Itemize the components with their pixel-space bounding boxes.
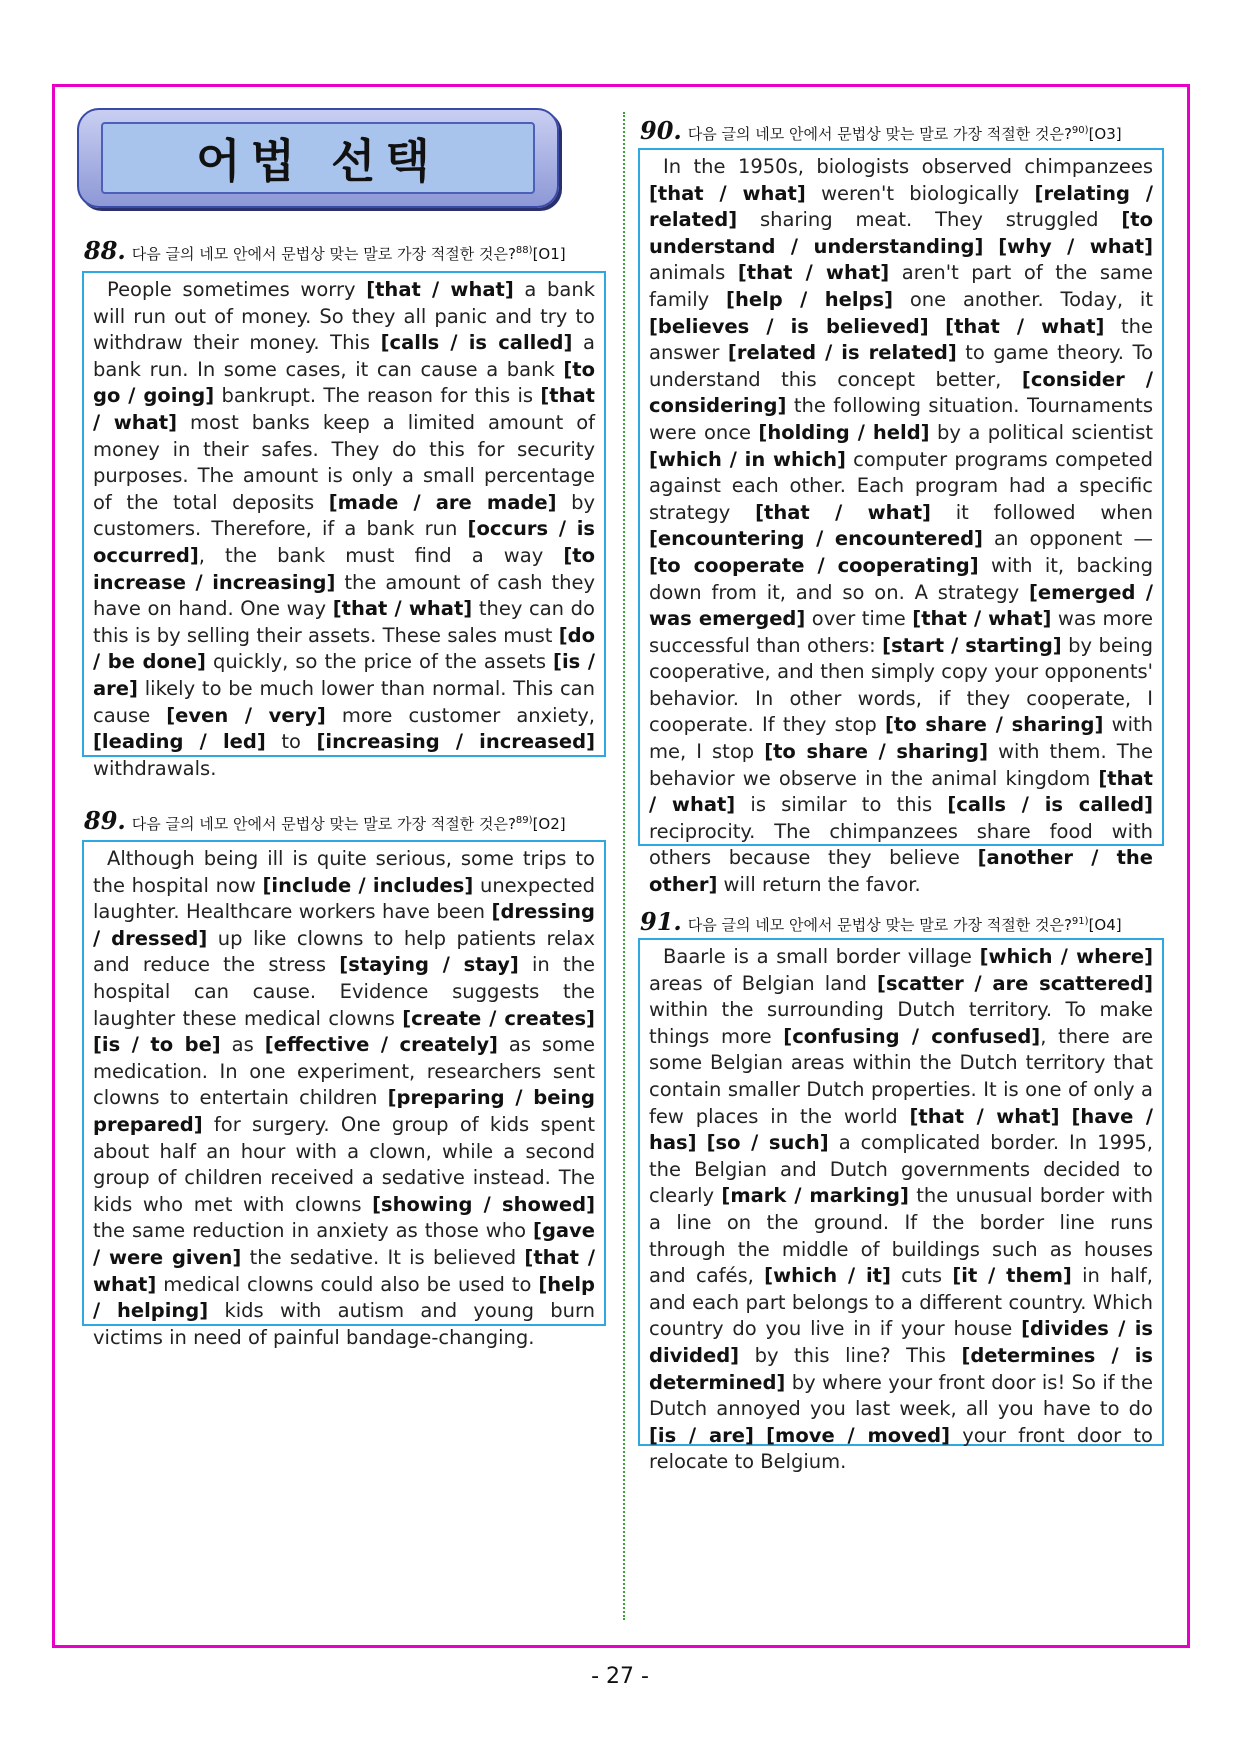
grammar-choice: [occurs / is occurred] (93, 517, 595, 567)
grammar-choice: [divides / is divided] (649, 1317, 1153, 1367)
grammar-choice: [to cooperate / cooperating] (649, 553, 979, 577)
question-code: [O1] (532, 245, 566, 263)
grammar-choice: [preparing / being prepared] (93, 1086, 595, 1136)
grammar-choice: [effective / creately] (264, 1033, 498, 1057)
grammar-choice: [that / what] (649, 181, 806, 205)
question-prompt: 다음 글의 네모 안에서 문법상 맞는 말로 가장 적절한 것은? (131, 815, 516, 833)
passage-segment: the sedative. It is believed (241, 1245, 525, 1269)
passage-segment: the answer (649, 314, 1153, 365)
grammar-choice: [confusing / confused] (783, 1024, 1041, 1048)
passage-segment: kids with autism and young burn victims in need of painful bandage-changing. (93, 1299, 596, 1349)
passage-segment: weren't biologically (805, 181, 1035, 205)
question-box-88 (82, 271, 606, 780)
grammar-choice: [which / it] (764, 1264, 891, 1288)
grammar-choice: [that / what] (909, 1104, 1060, 1128)
passage-segment (697, 1131, 707, 1154)
grammar-choice: [holding / held] (758, 420, 930, 444)
passage-segment: was more successful than others: (649, 607, 1153, 657)
passage-segment: reciprocity. The chimpanzees share food with others because they believe (649, 819, 1153, 870)
passage-segment: likely to be much lower than normal. This can cause (93, 676, 595, 727)
grammar-choice: [create / creates] (402, 1006, 595, 1030)
passage-segment: medical clowns could also be used to (156, 1272, 539, 1296)
question-number: 90. (640, 116, 682, 145)
passage-segment: by a political scientist (929, 420, 1153, 444)
grammar-choice: [another / the other] (649, 846, 1153, 897)
passage-segment: animals (649, 261, 738, 285)
grammar-choice: [to share / sharing] (764, 740, 989, 764)
grammar-choice: [staying / stay] (339, 953, 519, 977)
column-divider (623, 112, 625, 1620)
grammar-choice: [emerged / was emerged] (649, 580, 1154, 631)
grammar-choice: [that / what] (332, 597, 473, 621)
passage-text (649, 945, 1153, 1473)
grammar-choice: [that / what] (93, 384, 595, 434)
question-box-90 (638, 148, 1164, 897)
question-prompt: 다음 글의 네모 안에서 문법상 맞는 말로 가장 적절한 것은? (687, 916, 1072, 934)
grammar-choice: [start / starting] (882, 633, 1062, 657)
passage-segment: up like clowns to help patients relax and reduce the stress (93, 926, 595, 977)
question-prompt: 다음 글의 네모 안에서 문법상 맞는 말로 가장 적절한 것은? (131, 245, 516, 263)
grammar-choice: [scatter / are scattered] (877, 971, 1153, 995)
grammar-choice: [to share / sharing] (884, 713, 1104, 737)
grammar-choice: [calls / is called] (380, 331, 573, 355)
grammar-choice: [encountering / encountered] (649, 527, 983, 551)
passage-segment: most banks keep a limited amount of money in their safes. They do this for security purposes. The amount is only a small percentage of the total deposits (93, 410, 596, 514)
grammar-choice: [that / what] (912, 607, 1052, 631)
passage-segment: withdrawals. (93, 756, 217, 780)
passage-segment: they can do this is by selling their assets. These sales must (93, 597, 595, 647)
grammar-choice: [which / where] (979, 945, 1153, 968)
passage-segment: with it, backing down from it, and so on. A strategy (649, 553, 1153, 604)
footnote-marker: 91) (1071, 916, 1089, 927)
passage-segment: a bank will run out of money. So they all panic and try to withdraw their money. This (93, 278, 595, 355)
passage-segment: bankrupt. The reason for this is (214, 384, 541, 408)
question-header-89 (84, 806, 566, 835)
passage-text (649, 155, 1153, 896)
grammar-choice: [gave / were given] (93, 1219, 595, 1269)
grammar-choice: [believes / is believed] (649, 314, 929, 338)
passage-segment: , there are some Belgian areas within the Dutch territory that contain smaller Dutch properties. It is one of only a few places in the world (649, 1024, 1153, 1128)
passage-segment: Although being ill is quite serious, some trips to the hospital now (93, 847, 595, 897)
footnote-marker: 90) (1071, 125, 1089, 136)
grammar-choice: [help / helps] (726, 287, 893, 311)
passage-segment: is similar to this (735, 793, 948, 817)
grammar-choice: [that / what] (945, 314, 1105, 338)
passage-segment: with them. The behavior we observe in the animal kingdom (649, 740, 1153, 790)
passage-segment: an opponent — (982, 527, 1153, 551)
passage-segment: by being cooperative, and then simply copy your opponents' behavior. In other words, if they cooperate, I cooperate. If they stop (649, 633, 1153, 737)
passage-segment: the same reduction in anxiety as those who (93, 1219, 534, 1243)
grammar-choice: [made / are made] (328, 490, 557, 514)
grammar-choice: [is / are] (649, 1423, 754, 1447)
passage-segment: over time (805, 607, 913, 631)
passage-segment: a complicated border. In 1995, the Belgian and Dutch governments decided to clearly (649, 1131, 1154, 1208)
passage-segment: for surgery. One group of kids spent about half an hour with a clown, while a second group of children received a sedative instead. The kids who met with clowns (93, 1112, 595, 1216)
passage-segment: in half, and each part belongs to a different country. Which country do you live in if your house (649, 1264, 1153, 1341)
grammar-choice: [that / what] (649, 766, 1153, 817)
grammar-choice: [related / is related] (727, 341, 957, 365)
grammar-choice: [do / be done] (93, 623, 595, 674)
passage-segment: your front door to relocate to Belgium. (649, 1423, 1153, 1474)
passage-segment: aren't part of the same family (649, 261, 1153, 311)
passage-segment: quickly, so the price of the assets (205, 650, 554, 674)
passage-text (93, 278, 595, 780)
grammar-choice: [is / are] (93, 650, 595, 700)
grammar-choice: [move / moved] (766, 1423, 950, 1447)
passage-segment: to game theory. To understand this concept better, (649, 341, 1153, 391)
footnote-marker: 88) (515, 245, 533, 256)
question-header-90 (640, 116, 1122, 145)
grammar-choice: [dressing / dressed] (93, 900, 595, 950)
section-title-banner (77, 108, 559, 208)
passage-segment: to (265, 730, 317, 754)
passage-segment: by this line? This (739, 1343, 962, 1367)
passage-segment: will return the favor. (717, 873, 921, 897)
passage-segment: in the hospital can cause. Evidence suggests the laughter these medical clowns (93, 953, 595, 1030)
passage-segment: the following situation. Tournaments were once (649, 394, 1153, 444)
passage-segment (754, 1424, 766, 1447)
passage-segment: as some medication. In one experiment, researchers sent clowns to entertain children (93, 1033, 596, 1110)
page-number: - 27 - (591, 1664, 649, 1689)
grammar-choice: [that / what] (737, 261, 890, 285)
question-code: [O4] (1088, 916, 1122, 934)
passage-text (93, 847, 595, 1349)
passage-segment: more customer anxiety, (325, 703, 595, 727)
grammar-choice: [so / such] (706, 1131, 829, 1155)
grammar-choice: [relating / related] (649, 181, 1153, 232)
grammar-choice: [why / what] (998, 234, 1154, 258)
passage-segment: it followed when (930, 500, 1153, 524)
grammar-choice: [to go / going] (93, 357, 595, 408)
passage-segment: unexpected laughter. Healthcare workers have been (93, 873, 595, 924)
grammar-choice: [to understand / understanding] (649, 208, 1153, 258)
grammar-choice: [determines / is determined] (649, 1343, 1153, 1394)
grammar-choice: [mark / marking] (721, 1184, 909, 1208)
section-title: 어법 선택 (196, 134, 440, 188)
question-number: 88. (84, 236, 126, 265)
footnote-marker: 89) (515, 815, 533, 826)
passage-segment: Baarle is a small border village (663, 945, 980, 968)
grammar-choice: [even / very] (166, 703, 326, 727)
grammar-choice: [is / to be] (93, 1033, 221, 1057)
passage-segment: with me, I stop (649, 713, 1153, 764)
question-header-91 (640, 907, 1122, 936)
passage-segment: as (220, 1033, 265, 1057)
grammar-choice: [increasing / increased] (316, 730, 595, 754)
grammar-choice: [have / has] (649, 1104, 1153, 1155)
grammar-choice: [leading / led] (93, 730, 266, 754)
question-prompt: 다음 글의 네모 안에서 문법상 맞는 말로 가장 적절한 것은? (687, 125, 1072, 143)
passage-segment: by customers. Therefore, if a bank run (93, 490, 596, 541)
passage-segment: computer programs competed against each other. Each program had a specific strategy (649, 447, 1153, 524)
grammar-choice: [that / what] (93, 1245, 595, 1296)
question-box-91 (638, 938, 1164, 1474)
question-box-89 (82, 840, 606, 1349)
passage-segment: People sometimes worry (107, 278, 367, 301)
passage-segment: In the 1950s, biologists observed chimpanzees (663, 155, 1153, 178)
section-title-inner (101, 122, 535, 194)
passage-segment: one another. Today, it (892, 287, 1153, 311)
passage-segment (983, 235, 998, 258)
passage-segment (1060, 1105, 1072, 1128)
grammar-choice: [it / them] (952, 1264, 1072, 1288)
passage-segment: sharing meat. They struggled (737, 208, 1122, 232)
passage-segment: the amount of cash they have on hand. One way (93, 570, 595, 621)
grammar-choice: [that / what] (366, 278, 514, 301)
question-number: 91. (640, 907, 682, 936)
passage-segment (929, 315, 946, 338)
passage-segment: within the surrounding Dutch territory. To make things more (649, 998, 1153, 1048)
grammar-choice: [showing / showed] (372, 1192, 595, 1216)
grammar-choice: [consider / considering] (649, 367, 1153, 418)
grammar-choice: [include / includes] (262, 873, 474, 897)
question-number: 89. (84, 806, 126, 835)
grammar-choice: [which / in which] (649, 447, 846, 471)
grammar-choice: [that / what] (755, 500, 931, 524)
passage-segment: , the bank must find a way (198, 543, 564, 567)
grammar-choice: [calls / is called] (947, 793, 1153, 817)
passage-segment: areas of Belgian land (649, 971, 878, 995)
question-header-88 (84, 236, 566, 265)
question-code: [O3] (1088, 125, 1122, 143)
passage-segment: the unusual border with a line on the ground. If the border line runs through the middle of buildings such as houses and cafés, (649, 1184, 1153, 1288)
question-code: [O2] (532, 815, 566, 833)
grammar-choice: [to increase / increasing] (93, 543, 595, 594)
passage-segment: cuts (890, 1264, 953, 1288)
passage-segment: by where your front door is! So if the Dutch annoyed you last week, all you have to do (649, 1370, 1153, 1421)
grammar-choice: [help / helping] (93, 1272, 595, 1323)
passage-segment: a bank run. In some cases, it can cause a bank (93, 331, 595, 381)
